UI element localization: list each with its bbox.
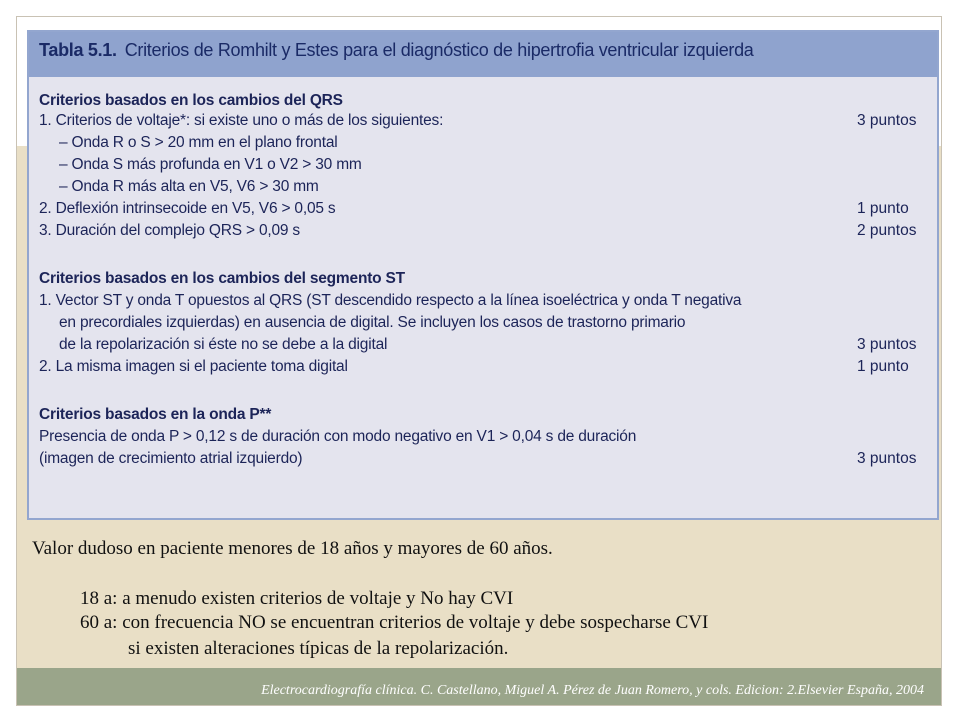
table-title-text: Criterios de Romhilt y Estes para el diagnóstico de hipertrofia ventricular izquierda: [124, 40, 754, 60]
table-row: – Onda R más alta en V5, V6 > 30 mm: [59, 178, 319, 195]
table-row: 1. Vector ST y onda T opuestos al QRS (ST descendido respecto a la línea isoeléctrica y onda T negativa: [39, 292, 742, 309]
note-line-2: 18 a: a menudo existen criterios de voltaje y No hay CVI: [80, 588, 514, 609]
table-row: 1. Criterios de voltaje*: si existe uno o más de los siguientes:: [39, 112, 444, 129]
table-row: 2. La misma imagen si el paciente toma digital: [39, 358, 348, 375]
note-line-3: 60 a: con frecuencia NO se encuentran criterios de voltaje y debe sospecharse CVI: [80, 612, 709, 633]
points-value: 3 puntos: [857, 112, 917, 129]
points-value: 2 puntos: [857, 222, 917, 239]
note-line-1: Valor dudoso en paciente menores de 18 años y mayores de 60 años.: [32, 538, 553, 559]
points-value: 1 punto: [857, 200, 909, 217]
table-row: Presencia de onda P > 0,12 s de duración con modo negativo en V1 > 0,04 s de duración: [39, 428, 637, 445]
section-header-st: Criterios basados en los cambios del segmento ST: [39, 270, 405, 287]
table-row: 3. Duración del complejo QRS > 0,09 s: [39, 222, 300, 239]
criteria-table: [27, 30, 939, 520]
table-row: 2. Deflexión intrinsecoide en V5, V6 > 0,05 s: [39, 200, 336, 217]
table-row: – Onda S más profunda en V1 o V2 > 30 mm: [59, 156, 362, 173]
table-title: [39, 40, 754, 61]
section-header-p-wave: Criterios basados en la onda P**: [39, 406, 272, 423]
table-row: en precordiales izquierdas) en ausencia de digital. Se incluyen los casos de trastorno primario: [59, 314, 686, 331]
table-label: Tabla 5.1.: [39, 40, 117, 60]
points-value: 3 puntos: [857, 450, 917, 467]
table-row: de la repolarización si éste no se debe a la digital: [59, 336, 388, 353]
table-row: – Onda R o S > 20 mm en el plano frontal: [59, 134, 338, 151]
section-header-qrs: Criterios basados en los cambios del QRS: [39, 92, 343, 109]
points-value: 1 punto: [857, 358, 909, 375]
table-row: (imagen de crecimiento atrial izquierdo): [39, 450, 303, 467]
note-line-4: si existen alteraciones típicas de la repolarización.: [128, 638, 509, 659]
points-value: 3 puntos: [857, 336, 917, 353]
table-header: [29, 32, 937, 77]
footer-citation: Electrocardiografía clínica. C. Castellano, Miguel A. Pérez de Juan Romero, y cols. Edicion: 2.Elsevier España, 2004: [261, 683, 924, 698]
